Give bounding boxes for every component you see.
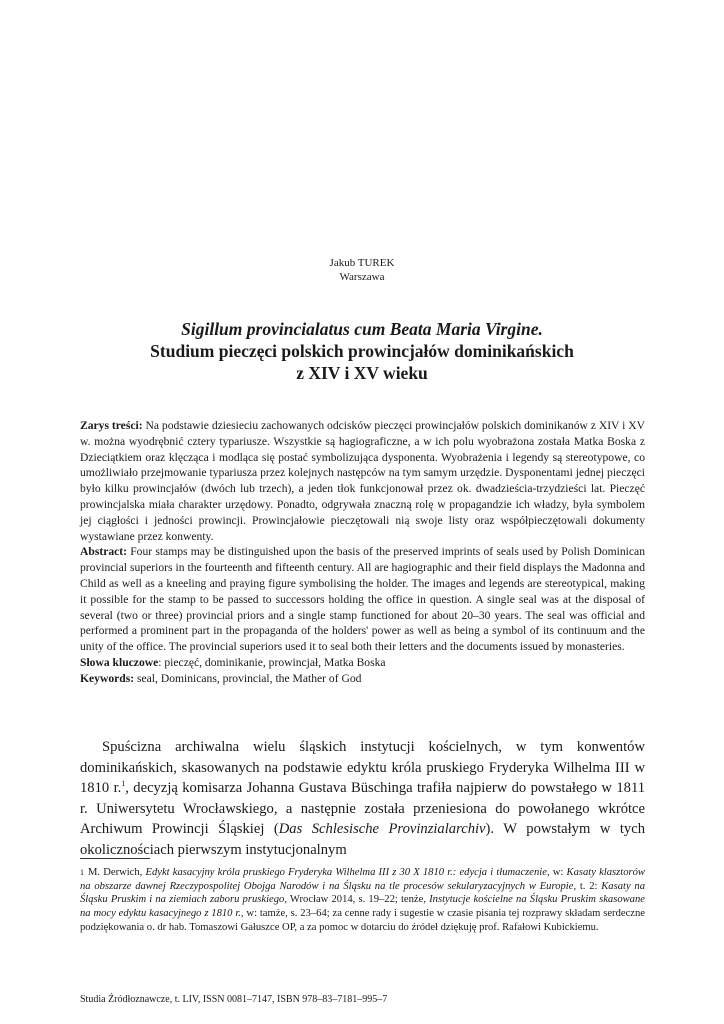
- footnote-text: , w:: [546, 867, 567, 878]
- zarys-label: Zarys treści:: [80, 419, 143, 432]
- zarys-paragraph: [80, 418, 645, 544]
- keywords-en: [80, 671, 645, 687]
- article-title: [0, 318, 724, 384]
- body-text: [80, 737, 645, 860]
- footnote-text: M. Derwich,: [88, 867, 146, 878]
- title-line-2: Studium pieczęci polskich prowincjałów dominikańskich: [150, 341, 574, 361]
- footnote-ref[interactable]: 1: [121, 779, 126, 789]
- title-line-1: Sigillum provincialatus cum Beata Maria Virgine.: [181, 319, 543, 339]
- footnote-text: , w: tamże, s. 23–64; za cenne rady i sugestie w czasie pisania tej rozprawy składam serdeczne podziękowania o. dr hab. Tomaszowi Gałuszce OP, a za pomoc w dotarciu do źródeł dziękuję prof. Rafałowi Kubickiemu.: [80, 908, 645, 933]
- keywords-pl-label: Słowa kluczowe: [80, 655, 159, 669]
- title-line-3: z XIV i XV wieku: [296, 363, 428, 383]
- footnote-rule: [80, 858, 150, 859]
- body-p1-italic: Das Schlesische Provinzialarchiv: [278, 821, 486, 837]
- footnote-text: , t. 2:: [573, 880, 602, 892]
- keywords-pl-text: : pieczęć, dominikanie, prowincjał, Matka Boska: [158, 655, 386, 669]
- author-name: Jakub TUREK: [329, 257, 395, 269]
- body-p1-b: , decyzją komisarza Johanna Gustava Büschinga trafiła najpierw do powstałego w 1811 r. Uniwersytetu Wrocławskiego, a następnie została przeniesiona do powołanego wkrótce Archiwum Prowincji Śląskiej (: [80, 780, 645, 837]
- abstract-section: [80, 418, 645, 687]
- author-block: [0, 256, 724, 284]
- footnote-italic: Kasaty klasztorów na obszarze dawnej Rzeczypospolitej Obojga Narodów i na Śląsku na tle procesów sekularyzacyjnych w Europie: [80, 867, 645, 892]
- body-p1-a: Spuścizna archiwalna wielu śląskich instytucji kościelnych, w tym konwentów dominikańskich, skasowanych na podstawie edyktu króla pruskiego Fryderyka Wilhelma III w 1810 r.: [80, 739, 645, 796]
- keywords-en-label: Keywords:: [80, 671, 135, 685]
- footnote-text: , Wrocław 2014, s. 19–22; tenże,: [284, 894, 430, 906]
- abstract-text: Four stamps may be distinguished upon the basis of the preserved imprints of seals used by Polish Dominican provincial superiors in the fourteenth and fifteenth century. All are hagiographic and their field displays the Madonna and Child as well as a kneeling and praying figure symbolising the holder. The images and legends are stereotypical, making it possible for the stamp to be passed to successors holding the office in question. A single seal was at the disposal of several (two or three) provincial priors and a single stamp functioned for about 20–30 years. The seal was official and performed a prominent part in the propaganda of the holders' power as well as being a symbol of its continuum and the unity of the office. The provincial superiors used it to seal both their letters and the documents issued by monasteries.: [80, 545, 645, 654]
- abstract-paragraph: [80, 544, 645, 655]
- footnote-number: 1: [80, 868, 84, 877]
- page-footer: Studia Źródłoznawcze, t. LIV, ISSN 0081–7147, ISBN 978–83–7181–995–7: [80, 994, 388, 1005]
- footnote-paragraph: [80, 866, 645, 935]
- author-city: Warszawa: [339, 271, 385, 283]
- body-p1-c: ). W powstałym w tych okolicznościach pierwszym instytucjonalnym: [80, 821, 645, 858]
- footnote-italic: Edykt kasacyjny króla pruskiego Fryderyka Wilhelma III z 30 X 1810 r.: edycja i tłumaczenie: [145, 867, 547, 878]
- footnote: [80, 866, 645, 935]
- abstract-label: Abstract:: [80, 545, 128, 559]
- keywords-pl: [80, 655, 645, 671]
- footnote-italic: Instytucje kościelne na Śląsku Pruskim skasowane na mocy edyktu kasacyjnego z 1810 r.: [80, 894, 645, 920]
- keywords-en-text: seal, Dominicans, provincial, the Mather of God: [134, 671, 362, 685]
- zarys-text: Na podstawie dziesieciu zachowanych odcisków pieczęci prowincjałów polskich dominikanów z XIV i XV w. można wyodrębnić cztery typariusze. Wszystkie są hagiograficzne, a w ich polu wyobrażona została Matka Boska z Dzieciątkiem oraz klęcząca i modląca się postać symbolizująca dysponenta. Wyobrażenia i legendy są stereotypowe, co umożliwiało przejmowanie typariusza przez kolejnych następców na tym samym urzędzie. Dysponentami jednej pieczęci było kilku prowincjałów (dwóch lub trzech), a jeden tłok funkcjonował przez ok. dwadzieścia-trzydzieści lat. Pieczęć prowincjalska miała charakter urzędowy. Ponadto, odgrywała znaczną rolę w propagandzie ich władzy, była symbolem jej ciągłości i jedności prowincji. Prowincjałowie pieczętowali nią swoje listy oraz współpieczętowali dokumenty wystawiane przez konwenty.: [80, 419, 645, 543]
- footnote-italic: Kasaty na Śląsku Pruskim i na ziemiach zaboru pruskiego: [80, 880, 646, 906]
- body-paragraph: [80, 737, 645, 860]
